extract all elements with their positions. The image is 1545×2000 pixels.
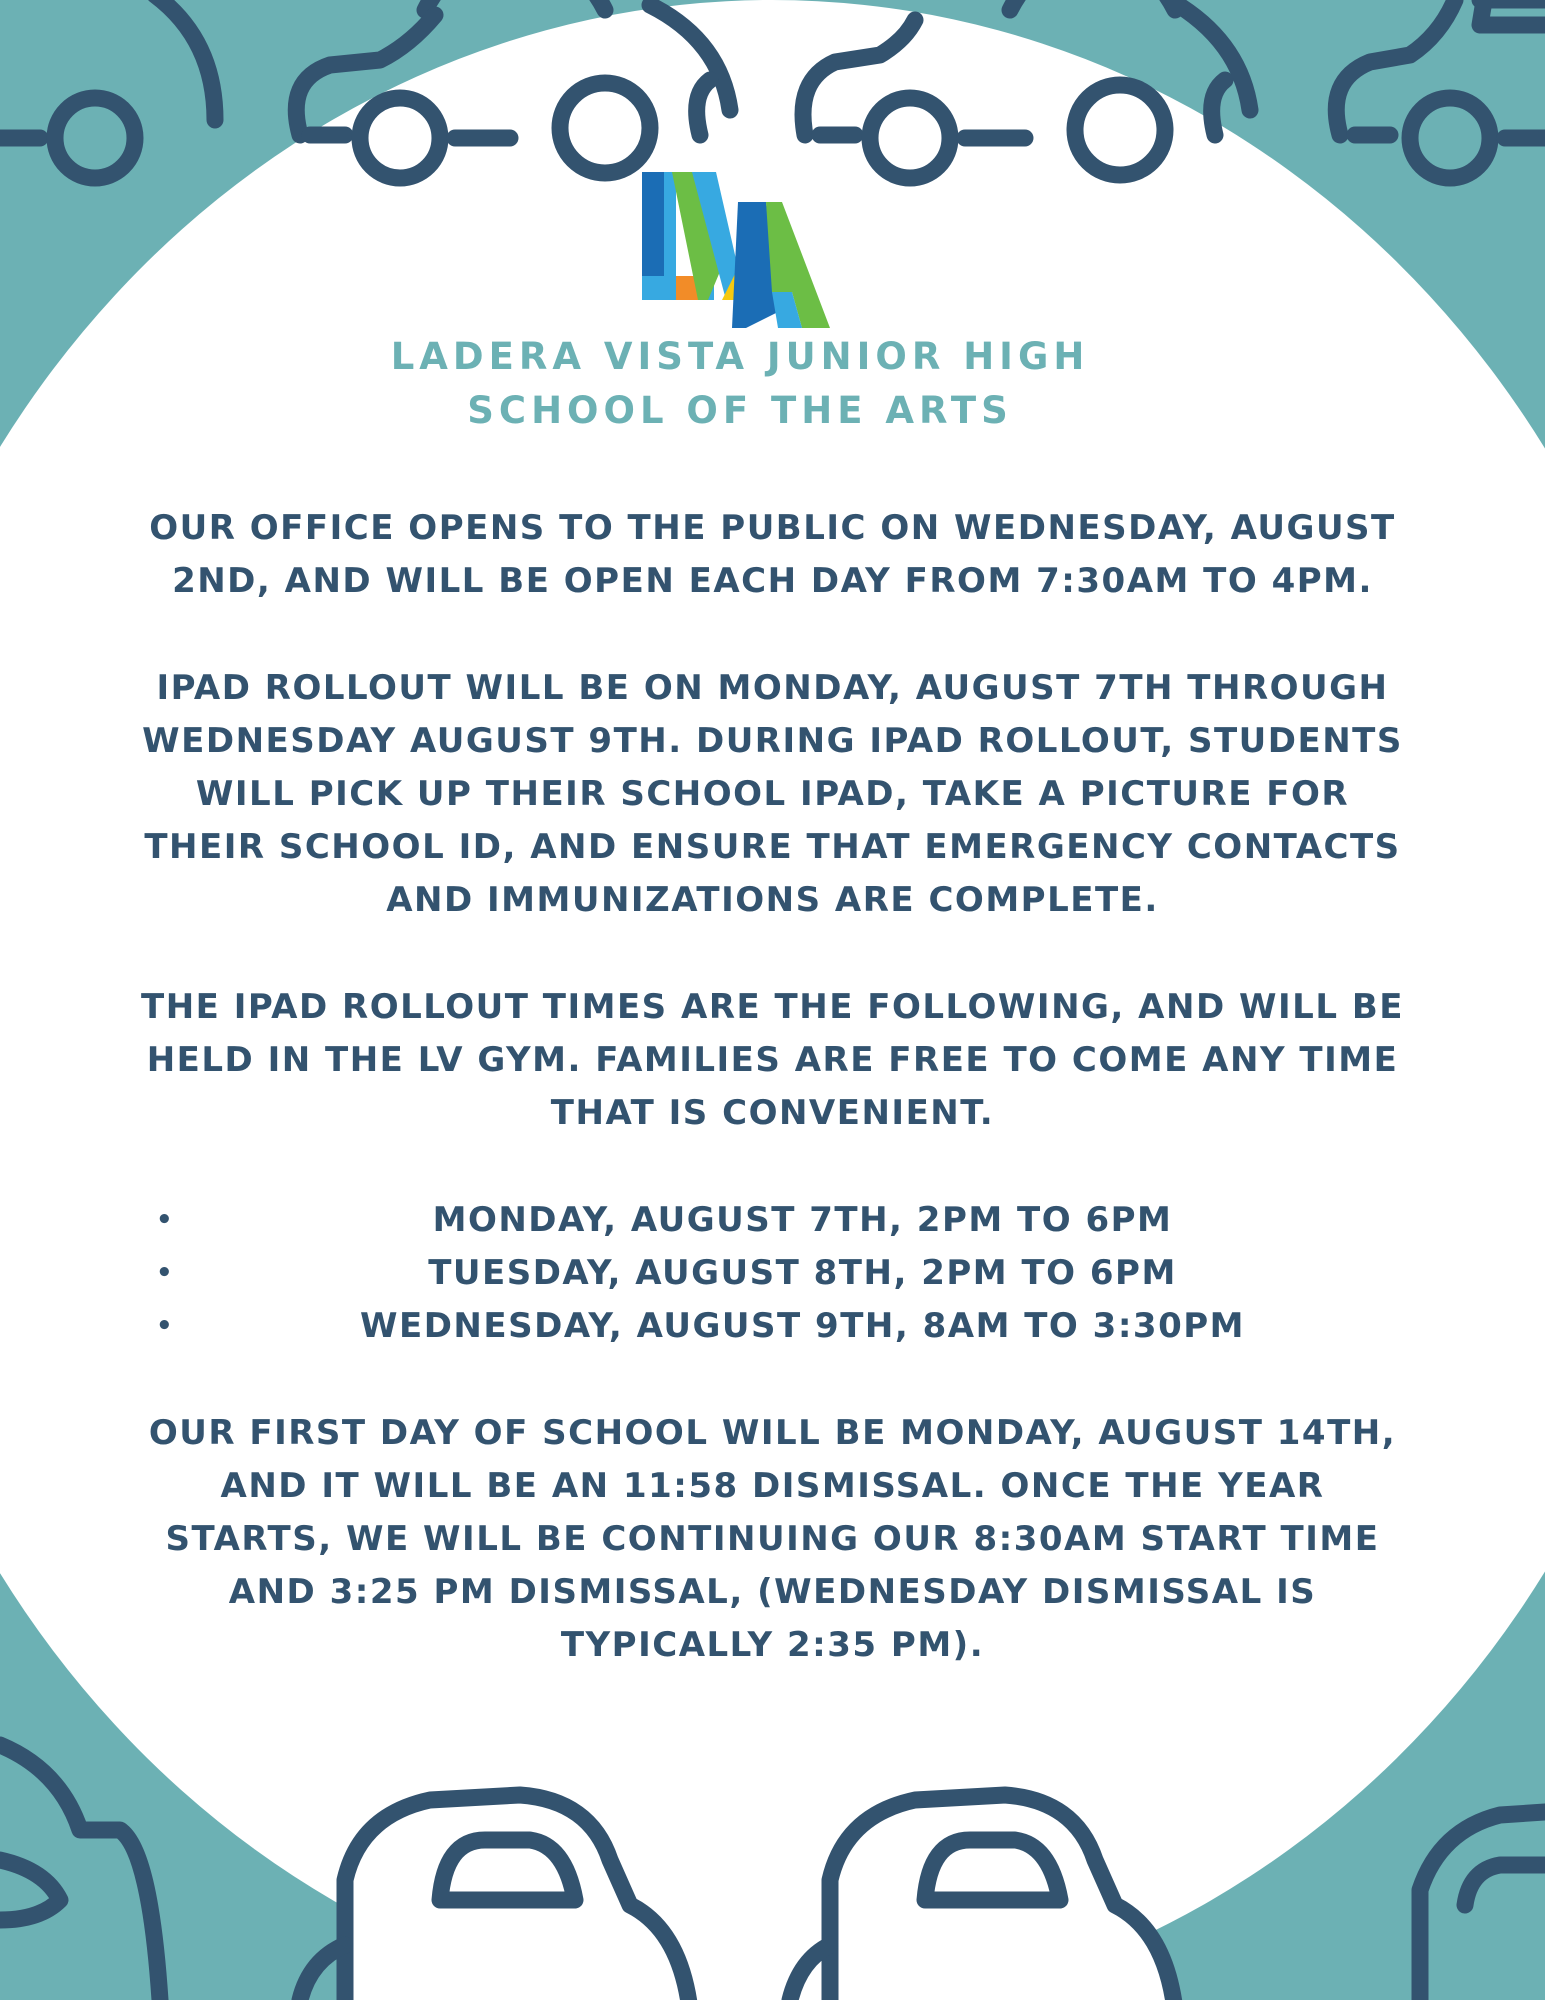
office-hours-paragraph [110,502,1435,608]
text-line: AND IT WILL BE AN 11:58 DISMISSAL. ONCE THE YEAR [220,1466,1325,1506]
text-line: OUR OFFICE OPENS TO THE PUBLIC ON WEDNESDAY, AUGUST [149,508,1396,548]
text-line: AND 3:25 PM DISMISSAL, (WEDNESDAY DISMISSAL IS [228,1572,1317,1612]
schedule-item [150,1247,1435,1300]
school-name-line-1: LADERA VISTA JUNIOR HIGH [390,335,1090,378]
rollout-times-paragraph [110,981,1435,1140]
first-day-paragraph [110,1407,1435,1672]
schedule-item-text: TUESDAY, AUGUST 8TH, 2PM TO 6PM [428,1253,1177,1293]
rollout-schedule-list [150,1194,1435,1353]
schedule-item-text: MONDAY, AUGUST 7TH, 2PM TO 6PM [432,1200,1173,1240]
school-name-line-2: SCHOOL OF THE ARTS [467,389,1013,432]
text-line: TYPICALLY 2:35 PM). [560,1625,985,1665]
text-line: THE IPAD ROLLOUT TIMES ARE THE FOLLOWING, AND WILL BE [141,987,1404,1027]
bullet-icon: • [156,1205,175,1235]
car-wheel-icon [55,98,135,178]
bullet-icon: • [156,1311,175,1341]
text-line: AND IMMUNIZATIONS ARE COMPLETE. [386,880,1159,920]
car-wheel-icon [1410,98,1490,178]
ipad-rollout-paragraph [110,662,1435,927]
text-line: STARTS, WE WILL BE CONTINUING OUR 8:30AM START TIME [165,1519,1380,1559]
text-line: HELD IN THE LV GYM. FAMILIES ARE FREE TO COME ANY TIME [146,1040,1399,1080]
bullet-icon: • [156,1258,175,1288]
text-line: WEDNESDAY AUGUST 9TH. DURING IPAD ROLLOUT, STUDENTS [142,721,1403,761]
text-line: THAT IS CONVENIENT. [550,1093,995,1133]
text-line: OUR FIRST DAY OF SCHOOL WILL BE MONDAY, AUGUST 14TH, [148,1413,1397,1453]
text-line: WILL PICK UP THEIR SCHOOL IPAD, TAKE A PICTURE FOR [195,774,1350,814]
schedule-item-text: WEDNESDAY, AUGUST 9TH, 8AM TO 3:30PM [359,1306,1245,1346]
text-line: THEIR SCHOOL ID, AND ENSURE THAT EMERGENCY CONTACTS [144,827,1401,867]
text-line: 2ND, AND WILL BE OPEN EACH DAY FROM 7:30AM TO 4PM. [172,561,1373,601]
schedule-item [150,1300,1435,1353]
schedule-item [150,1194,1435,1247]
lva-logo-icon [642,172,838,328]
text-line: IPAD ROLLOUT WILL BE ON MONDAY, AUGUST 7TH THROUGH [156,668,1389,708]
school-name-heading [300,330,1180,438]
